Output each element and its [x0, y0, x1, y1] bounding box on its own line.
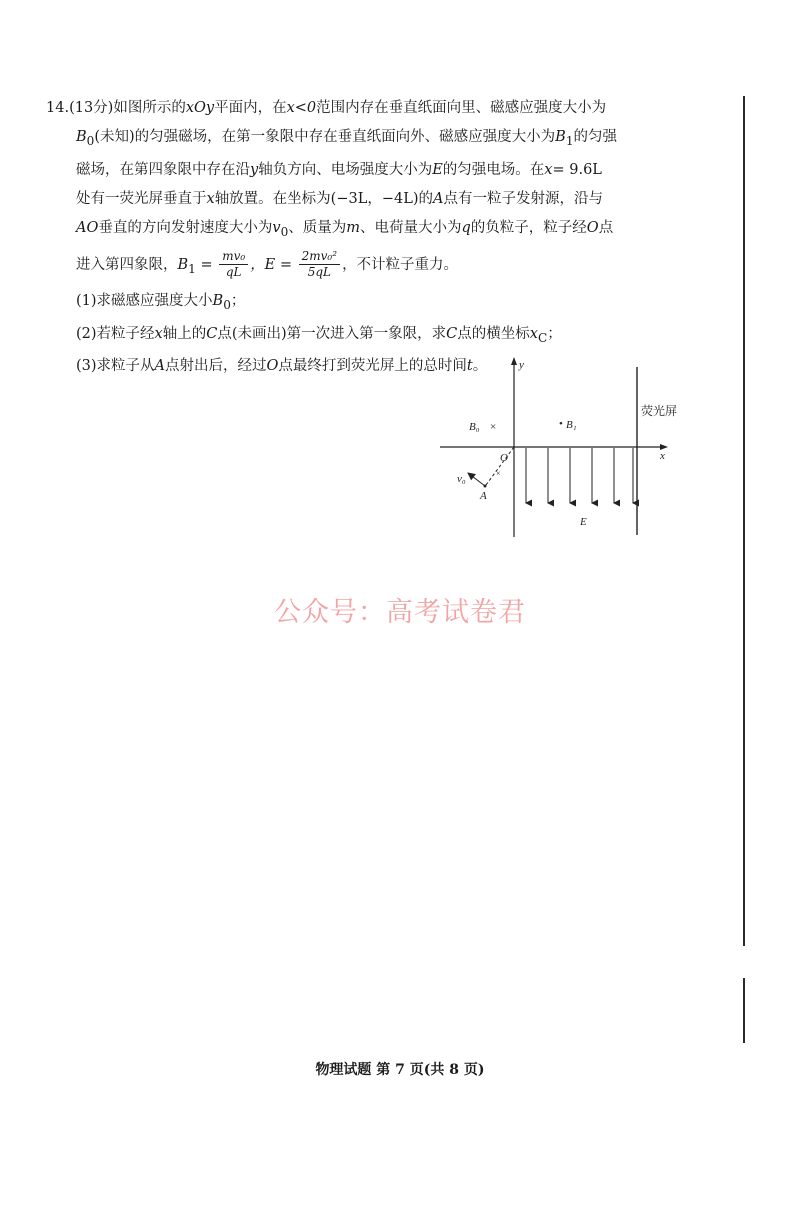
- math-xoy: xOy: [185, 100, 215, 116]
- math-a: A: [154, 358, 166, 375]
- math-o: O: [586, 219, 599, 236]
- math-q: q: [461, 219, 471, 236]
- question-text: ；: [230, 292, 246, 309]
- stem-text: 平面内，在: [214, 100, 287, 116]
- fraction-denominator: 5qL: [307, 265, 331, 280]
- point-a-dot: [484, 485, 487, 488]
- stem-text: 的匀强: [573, 129, 617, 145]
- math-o: O: [266, 358, 279, 375]
- stem-text: 磁场，在第四象限中存在沿: [76, 161, 250, 178]
- physics-diagram: [440, 355, 680, 540]
- page-footer: 物理试题 第 7 页(共 8 页): [315, 1062, 485, 1078]
- problem-number: 14.: [46, 100, 70, 116]
- question-text: 轴上的: [162, 325, 207, 342]
- stem-text: 的匀强电场。在: [442, 161, 545, 178]
- question-2: [46, 320, 706, 353]
- stem-text: ，不计粒子重力。: [342, 256, 459, 273]
- stem-text: 、质量为: [288, 219, 347, 236]
- label-b1-dot: •: [559, 418, 563, 430]
- stem-text: 点: [598, 219, 614, 236]
- math-sub: 1: [565, 133, 574, 148]
- math-eq-value: = 9.6L: [552, 161, 602, 178]
- question-text: 。: [472, 358, 488, 375]
- math-xc: x: [529, 325, 538, 342]
- math-x: x: [206, 190, 215, 207]
- label-v0: v₀: [457, 473, 466, 485]
- math-m: m: [346, 219, 360, 236]
- e-field-arrows: [526, 448, 633, 503]
- label-b0: B₀: [469, 421, 480, 433]
- math-e-eq: ，E =: [250, 256, 297, 273]
- question-text: ；: [547, 325, 562, 342]
- math-b1: B: [555, 129, 566, 145]
- question-text: 点最终打到荧光屏上的总时间: [278, 358, 467, 375]
- question-text: (3)求粒子从: [76, 358, 155, 375]
- label-o: O: [500, 452, 508, 464]
- question-text: 点的横坐标: [457, 325, 530, 342]
- stem-text: 轴放置。在坐标为(−3L，−4L)的: [214, 190, 434, 207]
- question-1: [46, 287, 706, 320]
- problem-stem-line-5: [46, 214, 706, 247]
- math-sub: 0: [223, 297, 231, 312]
- label-e: E: [580, 516, 587, 528]
- question-text: 点射出后，经过: [165, 358, 267, 375]
- label-screen: 荧光屏: [641, 404, 678, 418]
- label-b1: B₁: [566, 419, 577, 431]
- question-text: (2)若粒子经: [76, 325, 155, 342]
- stem-text: 进入第四象限，: [76, 256, 178, 273]
- math-e: E: [432, 161, 443, 178]
- y-axis-arrow: [511, 357, 517, 365]
- math-x: x: [154, 325, 163, 342]
- math-sub: 0: [280, 224, 289, 239]
- math-sub: 1: [188, 261, 196, 276]
- math-eq-sign: =: [195, 256, 218, 273]
- stem-text: 、电荷量大小为: [360, 219, 462, 236]
- stem-text: 的负粒子，粒子经: [470, 219, 587, 236]
- problem-stem-line-4: [46, 185, 706, 214]
- math-c: C: [446, 325, 458, 342]
- stem-text: 如图所示的: [113, 100, 186, 116]
- math-c: C: [206, 325, 218, 342]
- problem-stem-line-3: [46, 156, 706, 185]
- page-border-line: [743, 96, 745, 946]
- problem-stem-line-6: [46, 247, 706, 287]
- diagram-svg: [440, 355, 680, 540]
- stem-text: (未知)的匀强磁场，在第一象限中存在垂直纸面向外、磁感应强度大小为: [94, 129, 556, 145]
- fraction-b1: [219, 249, 248, 280]
- page-border-line-lower: [743, 978, 745, 1043]
- math-v0: v: [272, 219, 281, 236]
- math-t: t: [466, 358, 473, 375]
- problem-score: (13分): [69, 100, 114, 116]
- fraction-denominator: qL: [225, 265, 242, 280]
- math-ao: AO: [76, 219, 99, 236]
- math-x: x: [544, 161, 553, 178]
- question-text: (1)求磁感应强度大小: [76, 292, 213, 309]
- math-b0: B: [76, 129, 87, 145]
- label-x: x: [660, 450, 665, 462]
- fraction-numerator: mv₀: [219, 249, 248, 265]
- math-sub: C: [537, 330, 548, 345]
- stem-text: 处有一荧光屏垂直于: [76, 190, 207, 207]
- stem-text: 垂直的方向发射速度大小为: [98, 219, 273, 236]
- label-a: A: [480, 490, 487, 502]
- math-a: A: [433, 190, 444, 207]
- math-x-lt-0: x<0: [286, 100, 317, 116]
- math-y: y: [250, 161, 259, 178]
- math-sub: 0: [86, 133, 95, 148]
- stem-text: 点有一粒子发射源，沿与: [443, 190, 603, 207]
- stem-text: 范围内存在垂直纸面向里、磁感应强度大小为: [316, 100, 607, 116]
- stem-text: 轴负方向、电场强度大小为: [258, 161, 433, 178]
- fraction-e: [299, 249, 340, 280]
- math-b1: B: [177, 256, 189, 273]
- problem-stem-line-1: [46, 94, 706, 123]
- math-b0: B: [212, 292, 224, 309]
- label-b0-cross: ×: [490, 421, 497, 433]
- problem-stem-line-2: [46, 123, 706, 156]
- right-angle-mark: ×: [496, 469, 501, 478]
- v0-arrow: [468, 473, 485, 486]
- label-y: y: [519, 359, 524, 371]
- fraction-numerator: 2mv₀²: [299, 249, 340, 265]
- problem-14: [46, 94, 706, 381]
- question-text: 点(未画出)第一次进入第一象限，求: [217, 325, 447, 342]
- watermark: 公众号：高考试卷君: [274, 597, 526, 628]
